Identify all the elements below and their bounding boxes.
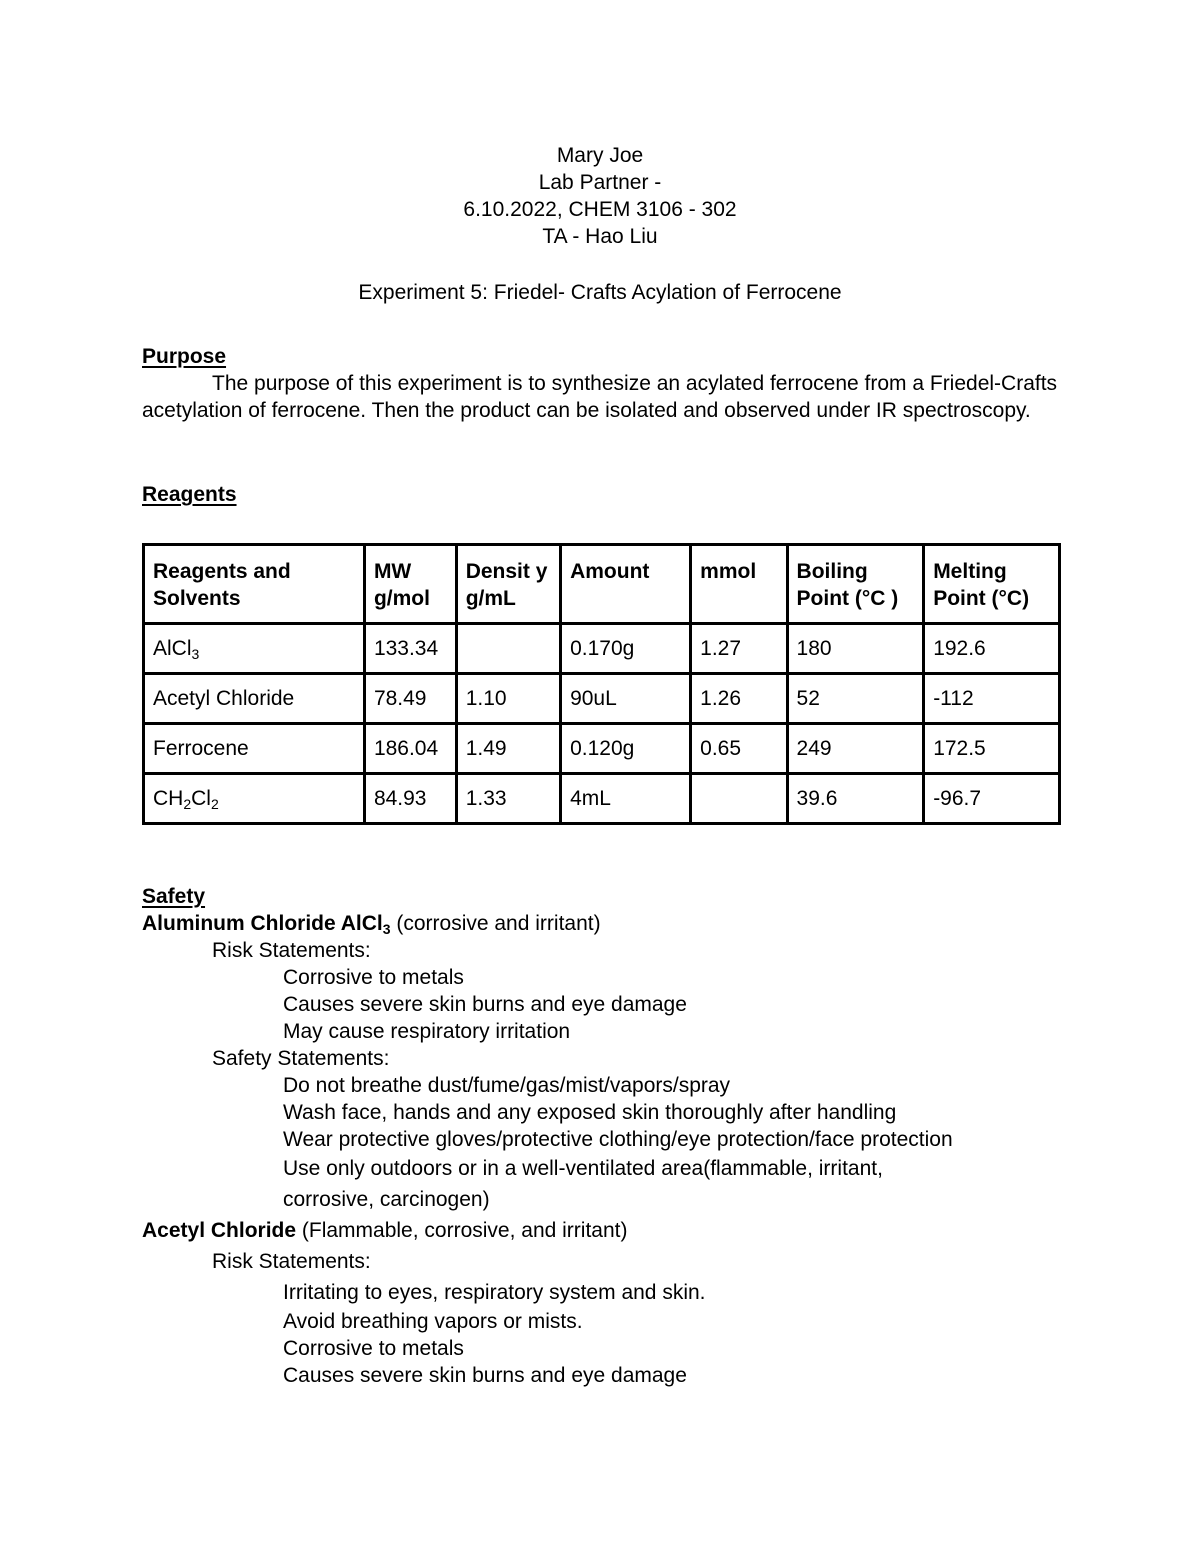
density-cell: 1.33: [456, 774, 560, 824]
teaching-assistant: TA - Hao Liu: [542, 225, 658, 248]
purpose-heading: Purpose: [142, 345, 227, 368]
list-item: Wash face, hands and any exposed skin thoroughly after handling: [283, 1101, 897, 1124]
column-header: MW g/mol: [364, 545, 456, 624]
reagent-name: Acetyl Chloride: [144, 674, 365, 724]
list-item: Irritating to eyes, respiratory system and skin.: [283, 1281, 706, 1304]
mw-cell: 78.49: [364, 674, 456, 724]
formula-part: Cl: [191, 787, 211, 810]
mmol-cell: [691, 774, 787, 824]
formula-subscript: 3: [191, 646, 200, 662]
purpose-section: [142, 343, 1062, 424]
experiment-title: Experiment 5: Friedel- Crafts Acylation of Ferrocene: [358, 281, 842, 304]
list-item: Corrosive to metals: [283, 966, 464, 989]
mp-cell: -112: [924, 674, 1060, 724]
amount-cell: 90uL: [561, 674, 691, 724]
table-header-row: [144, 545, 1060, 624]
purpose-text: The purpose of this experiment is to synthesize an acylated ferrocene from a Friedel-Crafts acetylation of ferrocene. Then the product can be isolated and observed under IR spectroscopy.: [142, 372, 1058, 422]
reagents-heading: Reagents: [142, 483, 237, 506]
list-item: Causes severe skin burns and eye damage: [283, 993, 687, 1016]
formula-subscript: 3: [382, 921, 391, 937]
density-cell: 1.10: [456, 674, 560, 724]
reagents-table: [142, 543, 1061, 825]
mw-cell: 186.04: [364, 724, 456, 774]
reagent-name: [144, 774, 365, 824]
list-item: May cause respiratory irritation: [283, 1020, 571, 1043]
chemical-entry-aluminum: [142, 910, 1082, 937]
safety-label: Safety Statements:: [212, 1047, 390, 1070]
list-item: Avoid breathing vapors or mists.: [283, 1310, 583, 1333]
safety-section: [142, 883, 1082, 1389]
column-header: Melting Point (°C): [924, 545, 1060, 624]
mp-cell: 192.6: [924, 624, 1060, 674]
amount-cell: 0.120g: [561, 724, 691, 774]
formula-part: CH: [153, 787, 184, 810]
list-item: Corrosive to metals: [283, 1337, 464, 1360]
hazard-classes: (corrosive and irritant): [390, 912, 601, 935]
lab-partner: Lab Partner -: [538, 171, 662, 194]
bp-cell: 180: [787, 624, 924, 674]
document-header: [0, 142, 1200, 250]
hazard-classes: (Flammable, corrosive, and irritant): [296, 1219, 628, 1242]
amount-cell: 4mL: [561, 774, 691, 824]
density-cell: [456, 624, 560, 674]
mp-cell: 172.5: [924, 724, 1060, 774]
list-item: Do not breathe dust/fume/gas/mist/vapors/spray: [283, 1074, 731, 1097]
mmol-cell: 0.65: [691, 724, 787, 774]
table-row: [144, 624, 1060, 674]
mw-cell: 84.93: [364, 774, 456, 824]
reagent-name: Ferrocene: [144, 724, 365, 774]
author-name: Mary Joe: [556, 144, 644, 167]
mmol-cell: 1.27: [691, 624, 787, 674]
risk-label: Risk Statements:: [212, 1250, 371, 1273]
risk-label: Risk Statements:: [212, 939, 371, 962]
date-course: 6.10.2022, CHEM 3106 - 302: [463, 198, 737, 221]
table-row: [144, 724, 1060, 774]
formula-subscript: 2: [183, 796, 192, 812]
table-row: [144, 774, 1060, 824]
column-header: Reagents and Solvents: [144, 545, 365, 624]
list-item: corrosive, carcinogen): [283, 1188, 490, 1211]
formula-part: AlCl: [153, 637, 192, 660]
amount-cell: 0.170g: [561, 624, 691, 674]
formula-subscript: 2: [210, 796, 219, 812]
column-header: Amount: [561, 545, 691, 624]
mp-cell: -96.7: [924, 774, 1060, 824]
column-header: Boiling Point (°C ): [787, 545, 924, 624]
density-cell: 1.49: [456, 724, 560, 774]
list-item: Wear protective gloves/protective clothing/eye protection/face protection: [283, 1128, 953, 1151]
chemical-name: Aluminum Chloride AlCl: [142, 912, 383, 935]
column-header: mmol: [691, 545, 787, 624]
table-row: [144, 674, 1060, 724]
bp-cell: 249: [787, 724, 924, 774]
safety-heading: Safety: [142, 885, 206, 908]
reagent-name: [144, 624, 365, 674]
chemical-entry-acetyl: [142, 1215, 1082, 1246]
chemical-name: Acetyl Chloride: [142, 1219, 297, 1242]
mw-cell: 133.34: [364, 624, 456, 674]
bp-cell: 52: [787, 674, 924, 724]
bp-cell: 39.6: [787, 774, 924, 824]
list-item: Use only outdoors or in a well-ventilated area(flammable, irritant,: [283, 1157, 883, 1180]
mmol-cell: 1.26: [691, 674, 787, 724]
list-item: Causes severe skin burns and eye damage: [283, 1364, 687, 1387]
column-header: Densit y g/mL: [456, 545, 560, 624]
